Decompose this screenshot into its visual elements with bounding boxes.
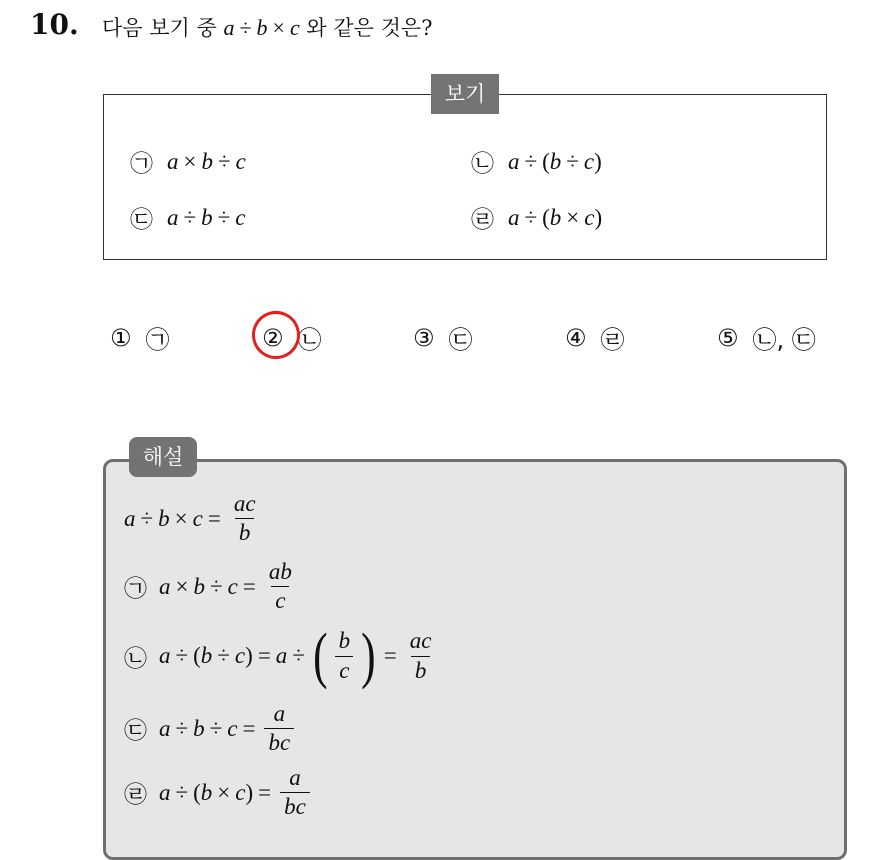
denominator: b [411, 656, 431, 683]
var: a [159, 779, 171, 805]
question-text [102, 12, 432, 42]
choice-answer: ㉡, ㉢ [752, 326, 816, 354]
solution-line-4 [124, 702, 298, 755]
marker-rieul: ㉣ [471, 207, 494, 233]
question-text-after: 와 같은 것은? [306, 16, 433, 40]
var-a: a [223, 15, 235, 40]
equals: = [242, 573, 256, 599]
var: c [584, 204, 595, 230]
var: c [227, 573, 238, 599]
paren: ) [245, 643, 253, 668]
numerator: a [289, 765, 301, 790]
solution-line-5 [124, 766, 314, 819]
choice-3[interactable] [413, 320, 473, 355]
expr [508, 205, 602, 231]
choice-number: ② [262, 323, 284, 352]
op: ÷ [566, 148, 579, 174]
var: a [508, 148, 520, 174]
choice-4[interactable] [565, 320, 625, 355]
op: × [217, 779, 231, 805]
marker-giyeok: ㉠ [124, 576, 147, 603]
var: c [227, 715, 238, 741]
var: c [235, 148, 246, 174]
numerator: ab [268, 559, 292, 584]
var: b [158, 505, 170, 531]
op-divide: ÷ [239, 15, 252, 40]
op: ÷ [209, 573, 223, 599]
denominator: b [235, 518, 255, 545]
question-expression [223, 15, 299, 40]
op: ÷ [175, 643, 189, 668]
choice-answer: ㉠ [145, 326, 170, 354]
solution-line-2 [124, 560, 300, 613]
denominator: bc [264, 728, 294, 755]
op: ÷ [175, 779, 189, 805]
expr [167, 205, 245, 231]
fraction [280, 766, 310, 819]
choice-number: ① [110, 323, 132, 352]
op: × [175, 573, 189, 599]
example-tag: 보기 [431, 74, 499, 114]
example-item-1 [130, 145, 246, 178]
choice-1[interactable] [110, 320, 170, 355]
var: b [193, 573, 205, 599]
choice-answer: ㉡ [297, 326, 322, 354]
question-number: 10. [30, 8, 79, 41]
numerator: b [338, 628, 351, 654]
var: a [124, 505, 136, 531]
op: × [183, 148, 197, 174]
var: c [192, 505, 203, 531]
paren: ) [594, 204, 603, 230]
var: b [201, 148, 213, 174]
var: a [167, 204, 179, 230]
paren: ( [542, 148, 550, 174]
op: ÷ [217, 148, 231, 174]
equals: = [258, 779, 272, 805]
var-c: c [289, 15, 300, 40]
var: c [583, 148, 595, 174]
var: b [201, 204, 213, 230]
solution-line-1 [124, 492, 264, 545]
choice-number: ④ [565, 323, 587, 352]
marker-nieun: ㉡ [471, 151, 494, 177]
example-item-3 [130, 201, 245, 234]
op: ÷ [183, 204, 197, 230]
fraction [406, 629, 436, 682]
op: ÷ [209, 715, 223, 741]
op: ÷ [217, 204, 231, 230]
marker-rieul: ㉣ [124, 782, 147, 809]
var: a [159, 715, 171, 741]
denominator: c [271, 586, 289, 613]
choice-number: ⑤ [717, 323, 739, 352]
fraction [335, 629, 355, 682]
example-item-2 [471, 145, 602, 178]
var: c [234, 643, 246, 668]
choice-number: ③ [413, 323, 435, 352]
expr [508, 149, 602, 175]
paren: ) [245, 779, 254, 805]
fraction [230, 492, 260, 545]
op: ÷ [292, 643, 305, 668]
solution-line-3 [124, 622, 439, 690]
marker-giyeok: ㉠ [130, 151, 153, 177]
denominator: bc [280, 792, 310, 819]
expr [167, 149, 246, 175]
var-b: b [256, 15, 268, 40]
solution-tag: 해설 [129, 437, 197, 477]
var: c [235, 779, 246, 805]
op: ÷ [524, 204, 538, 230]
question-text-before: 다음 보기 중 [102, 16, 217, 40]
big-left-paren: ( [313, 622, 328, 690]
answer-circle-mark [246, 305, 306, 365]
numerator: ac [409, 628, 432, 654]
op: ÷ [217, 643, 230, 668]
var: a [167, 148, 179, 174]
fraction [265, 560, 296, 613]
op: ÷ [140, 505, 154, 531]
var: b [193, 715, 205, 741]
var: b [200, 779, 213, 805]
op: ÷ [524, 148, 538, 174]
paren: ) [594, 148, 602, 174]
marker-digeut: ㉢ [124, 718, 147, 745]
var: a [275, 643, 288, 668]
marker-nieun: ㉡ [124, 645, 147, 672]
op: × [566, 204, 580, 230]
var: a [159, 643, 171, 668]
equals: = [207, 505, 221, 531]
example-item-4 [471, 201, 602, 234]
op: × [174, 505, 188, 531]
equals: = [242, 715, 256, 741]
equals: = [383, 643, 397, 668]
var: b [200, 643, 213, 668]
fraction [264, 702, 294, 755]
numerator: ac [233, 491, 256, 516]
choice-answer: ㉢ [448, 326, 473, 354]
var: b [549, 148, 562, 174]
choice-5[interactable] [717, 320, 816, 355]
paren: ( [193, 779, 201, 805]
var: a [159, 573, 171, 599]
marker-digeut: ㉢ [130, 207, 153, 233]
op-times: × [272, 15, 285, 40]
denominator: c [335, 656, 353, 683]
var: b [549, 204, 562, 230]
equals: = [257, 643, 271, 668]
var: a [508, 204, 520, 230]
paren: ( [193, 643, 201, 668]
var: c [235, 204, 246, 230]
op: ÷ [175, 715, 189, 741]
numerator: a [273, 701, 286, 726]
paren: ( [542, 204, 550, 230]
big-right-paren: ) [361, 622, 376, 690]
choice-answer: ㉣ [600, 326, 625, 354]
